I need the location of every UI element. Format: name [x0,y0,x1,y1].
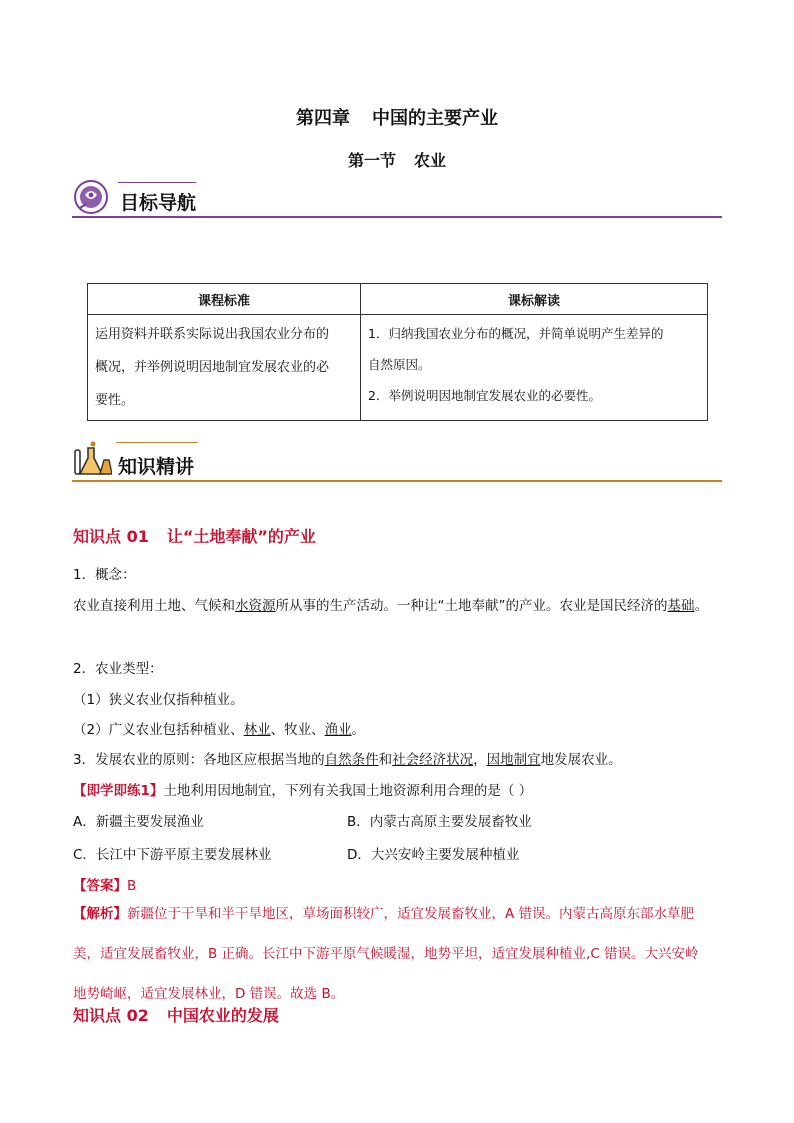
types-broad [73,718,365,738]
principle-underlined-natural: 自然条件 [324,752,379,768]
concept-text-part: 农业直接利用土地、气候和 [73,598,235,614]
section-number: 第一节 [347,151,396,170]
table-header-standard: 课程标准 [88,284,361,315]
knowledge-banner-label: 知识精讲 [118,456,195,478]
goal-banner-top-line [118,182,196,183]
standard-line: 概况，并举例说明因地制宜发展农业的必 [95,360,330,375]
types-narrow: （1）狭义农业仅指种植业。 [73,692,244,708]
table-header-interpretation: 课标解读 [361,284,708,315]
answer-tag: 【答案】 [73,878,127,894]
analysis-line: 美，适宜发展畜牧业，B 正确。长江中下游平原气候暖湿，地势平坦，适宜发展种植业,C 错误。大兴安岭 [73,946,699,962]
interpretation-line: 2．举例说明因地制宜发展农业的必要性。 [368,388,601,403]
knowledge-point-label: 知识点 02 [73,1006,149,1025]
goal-banner-label: 目标导航 [120,192,197,214]
knowledge-banner-underline [72,480,722,482]
principle-part: 和 [378,752,393,768]
principle-underlined-social: 社会经济状况 [392,752,474,768]
practice-tag: 【即学即练1】 [73,783,164,799]
principle-underlined-adapt: 因地制宜 [486,752,541,768]
knowledge-point-01-heading [73,524,316,547]
principle-part: 地发展农业。 [540,752,622,768]
analysis-block [73,899,728,1009]
section-title [0,148,794,171]
answer-line [73,874,136,894]
analysis-line: 地势崎岖，适宜发展林业，D 错误。故选 B。 [73,986,345,1002]
types-broad-part: （2）广义农业包括种植业、 [73,722,244,738]
chapter-name: 中国的主要产业 [372,108,498,129]
section-name: 农业 [414,151,447,170]
knowledge-point-title: 中国农业的发展 [166,1006,279,1025]
analysis-text: 新疆位于干旱和半干旱地区，草场面积较广，适宜发展畜牧业，A 错误。内蒙古高原东部水草肥 [127,906,695,922]
table-cell-standard [88,315,361,421]
concept-underlined-water: 水资源 [235,598,276,614]
standard-line: 要性。 [95,393,135,408]
chapter-title [0,104,794,130]
standard-line: 运用资料并联系实际说出我国农业分布的 [95,327,330,342]
option-b: B．内蒙古高原主要发展畜牧业 [347,814,532,830]
types-broad-part: 。 [351,722,366,738]
types-broad-part: 、牧业、 [270,722,325,738]
goal-banner-underline [72,216,722,218]
knowledge-point-label: 知识点 01 [73,527,149,546]
analysis-line [73,899,728,929]
lab-flask-icon [72,440,112,480]
types-underlined-forestry: 林业 [243,722,271,738]
concept-text-part: 。 [694,598,708,614]
knowledge-point-02-heading [73,1003,279,1026]
practice-question [73,779,532,799]
option-a: A．新疆主要发展渔业 [73,814,204,830]
option-c: C．长江中下游平原主要发展林业 [73,847,272,863]
practice-question-text: 土地利用因地制宜，下列有关我国土地资源利用合理的是（ ） [163,783,533,799]
interpretation-line: 自然原因。 [368,357,431,372]
concept-text [73,594,708,614]
option-d: D．大兴安岭主要发展种植业 [347,847,520,863]
types-heading: 2．农业类型： [73,661,163,677]
analysis-tag: 【解析】 [73,906,127,922]
knowledge-banner [72,438,722,484]
answer-value: B [127,878,137,894]
knowledge-point-title: 让“土地奉献”的产业 [166,527,316,546]
principle-part: ， [473,752,487,768]
concept-text-part: 所从事的生产活动。一种让“土地奉献”的产业。农业是国民经济的 [275,598,668,614]
chapter-number: 第四章 [296,108,350,129]
goal-banner [72,176,722,220]
brain-gear-icon [72,178,110,216]
principle-text [73,748,622,768]
types-underlined-fishery: 渔业 [324,722,352,738]
concept-heading: 1．概念： [73,567,136,583]
interpretation-line: 1．归纳我国农业分布的概况，并简单说明产生差异的 [368,326,664,341]
table-cell-interpretation [361,315,708,421]
knowledge-banner-top-line [116,442,198,443]
concept-underlined-basis: 基础 [667,598,695,614]
principle-part: 3．发展农业的原则：各地区应根据当地的 [73,752,325,768]
standards-table [87,283,708,421]
